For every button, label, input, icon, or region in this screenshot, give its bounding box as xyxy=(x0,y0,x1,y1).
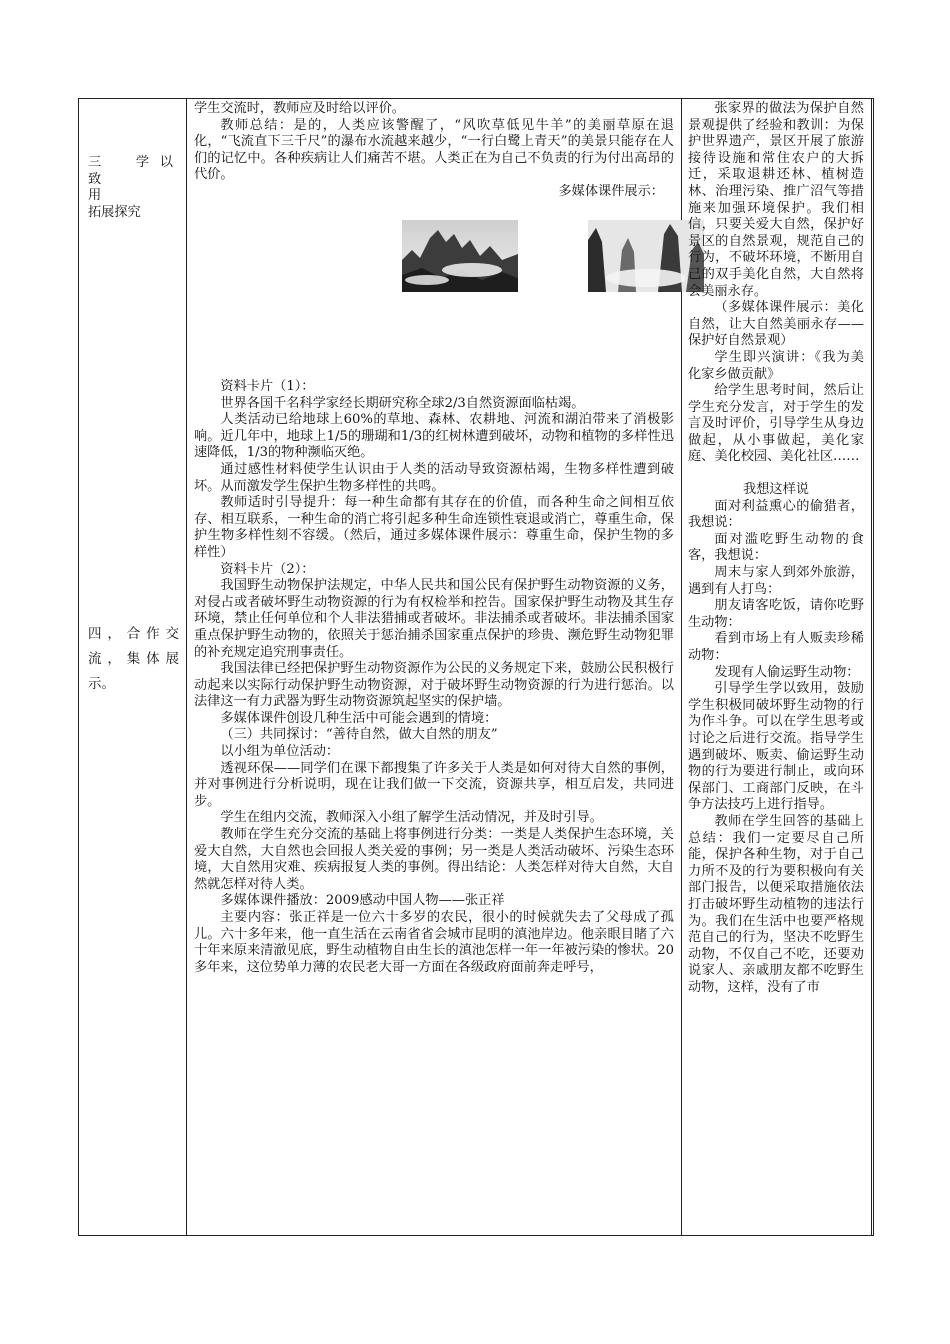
student-activity-column xyxy=(682,99,872,1235)
teacher-text-lower: 资料卡片（1）： 世界各国千名科学家经长期研究称全球2/3自然资源面临枯竭。 人类活动已给地球上60%的草地、森林、农耕地、河流和湖泊带来了消极影响。近几年中，地球上1/5的珊瑚和1/3的红树林遭到破坏，动物和植物的多样性迅速降低，1/3的物种濒临灭绝。 通过感性材料使学生认识由于人类的活动导致资源枯竭，生物多样性遭到破坏。从而激发学生保护生物多样性的共鸣。 教师适时引导提升：每一种生命都有其存在的价值，而各种生命之间相互依存、相互联系，一种生命的消亡将引起多种生命连锁性衰退或消亡，尊重生命，保护生物多样性刻不容缓。（然后，通过多媒体课件展示：尊重生命，保护生物的多样性） 资料卡片（2）： 我国野生动物保护法规定，中华人民共和国公民有保护野生动物资源的义务，对侵占或者破坏野生动物资源的行为有权检举和控告。国家保护野生动物及其生存环境，禁止任何单位和个人非法猎捕或者破坏。非法捕杀或者破坏。非法捕杀国家重点保护野生动物的，依照关于惩治捕杀国家重点保护的珍贵、濒危野生动物犯罪的补充规定追究刑事责任。 我国法律已经把保护野生动物资源作为公民的义务规定下来，鼓励公民积极行动起来以实际行动保护野生动物资源，对于破坏野生动物资源的行为进行惩治。以法律这一有力武器为野生动物资源筑起坚实的保护墙。 多媒体课件创设几种生活中可能会遇到的情境： （三）共同探讨：“善待自然，做大自然的朋友” 以小组为单位活动： 透视环保——同学们在课下都搜集了许多关于人类是如何对待大自然的事例，并对事例进行分析说明，现在让我们做一下交流，资源共享，相互启发，共同进步。 学生在组内交流，教师深入小组了解学生活动情况，并及时引导。 教师在学生充分交流的基础上将事例进行分类：一类是人类保护生态环境，关爱大自然，大自然也会回报人类关爱的事例；另一类是人类活动破坏、污染生态环境，大自然用灾难、疾病报复人类的事例。得出结论：人类怎样对待大自然，大自然就怎样对待人类。 多媒体课件播放：2009感动中国人物——张正祥 主要内容：张正祥是一位六十多岁的农民，很小的时候就失去了父母成了孤儿。六十多年来，他一直生活在云南省省会城市昆明的滇池岸边。他亲眼目睹了六十年来原来清澈见底，野生动植物自由生长的滇池怎样一年一年被污染的惨状。20多年来，这位势单力薄的农民老大哥一方面在各级政府面前奔走呼号， xyxy=(194,379,674,975)
lesson-plan-table xyxy=(78,98,874,1236)
stage-4-label: 四，合作交流，集体展示。 xyxy=(88,626,179,692)
student-text: 张家界的做法为保护自然景观提供了经验和教训：为保护世界遗产，景区开展了旅游接待设施和常住农户的大拆迁，采取退耕还林、植树造林、治理污染、推广沼气等措施来加强环境保护。我们相信，只要关爱大自然，保护好景区的自然景观，规范自己的行为，不破坏环境，不断用自己的双手美化自然，大自然将会美丽永存。 （多媒体课件展示：美化自然，让大自然美丽永存——保护好自然景观） 学生即兴演讲：《我为美化家乡做贡献》 给学生思考时间，然后让学生充分发言，对于学生的发言及时评价，引导学生从身边做起，从小事做起，美化家庭、美化校园、美化社区…… 我想这样说 面对利益熏心的偷猎者，我想说： 面对滥吃野生动物的食客，我想说： 周末与家人到郊外旅游，遇到有人打鸟： 朋友请客吃饭，请你吃野生动物： 看到市场上有人贩卖珍稀动物： 发现有人偷运野生动物： 引导学生学以致用，鼓励学生积极同破坏野生动物的行为作斗争。可以在学生思考或讨论之后进行交流。指导学生遇到破坏、贩卖、偷运野生动物的行为要进行制止，或向环保部门、工商部门反映，在斗争方法技巧上进行指导。 教师在学生回答的基础上总结：我们一定要尽自己所能，保护各种生物，对于自己力所不及的行为要积极向有关部门报告，以便采取措施依法打击破坏野生动植物的违法行为。我们在生活中也要严格规范自己的行为，坚决不吃野生动物，不仅自己不吃，还要劝说家人、亲戚朋友都不吃野生动物，这样，没有了市 xyxy=(688,101,864,995)
teacher-text-upper: 学生交流时，教师应及时给以评价。 教师总结：是的，人类应该警醒了，“风吹草低见牛羊”的美丽草原在退化，“飞流直下三千尺”的瀑布水流越来越少，“一行白鹭上青天”的美景只能存在人们的记忆中。各种疾病让人们痛苦不堪。人类正在为自己不负责的行为付出高昂的代价。 多媒体课件展示： xyxy=(194,101,674,199)
notes-column xyxy=(872,99,950,1235)
teacher-activity-column xyxy=(187,99,682,1235)
stage-3-label: 三 学以致 用 拓展探究 xyxy=(88,155,179,220)
stage-column xyxy=(79,99,187,1235)
mountain-landscape-image-1 xyxy=(402,220,518,292)
